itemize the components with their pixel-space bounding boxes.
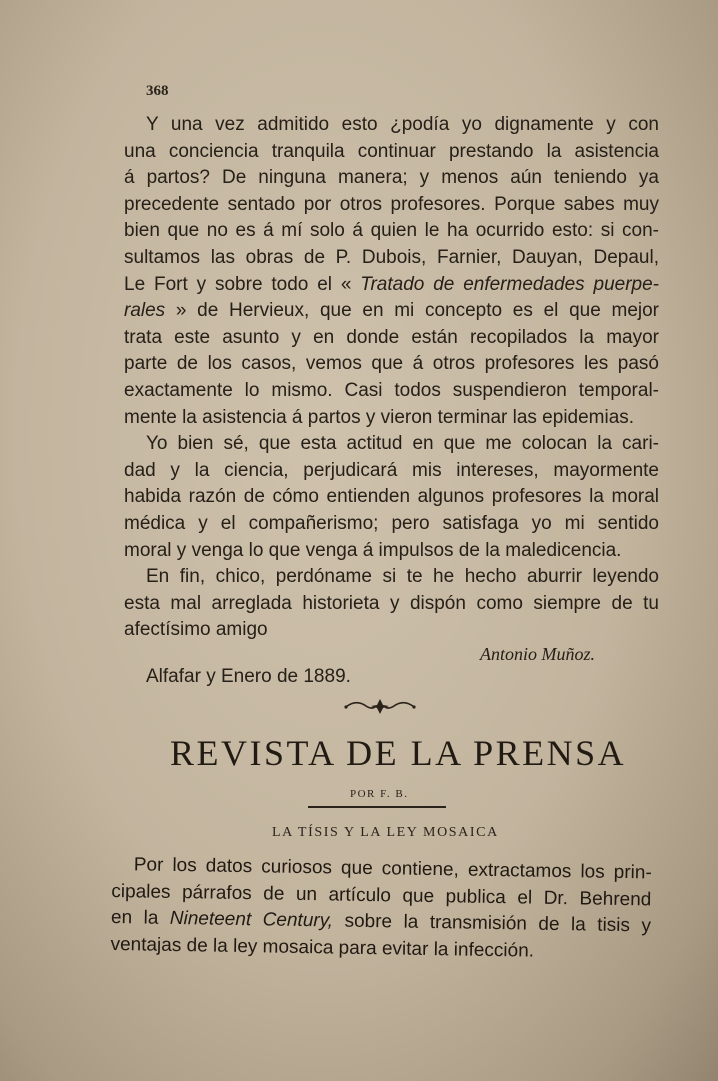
title-rule <box>308 806 446 808</box>
text-line: trata este asunto y en donde están recopilados la mayor <box>124 326 659 348</box>
paragraph-1 <box>124 86 659 431</box>
text-line: parte de los casos, vemos que á otros profesores les pasó <box>124 353 659 375</box>
article-subtitle: LA TÍSIS Y LA LEY MOSAICA <box>272 825 499 840</box>
text-segment: en la <box>110 907 159 929</box>
ornament-divider <box>342 695 418 717</box>
text-segment: » de Hervieux, que en mi concepto es el que mejor <box>175 300 659 322</box>
text-line: médica y el compañerismo; pero satisfaga yo mi sentido <box>124 512 659 534</box>
text-line: Yo bien sé, que esta actitud en que me colocan la cari- <box>146 433 659 455</box>
text-line: En fin, chico, perdóname si te he hecho aburrir leyendo <box>146 566 659 588</box>
section-title: REVISTA DE LA PRENSA <box>170 733 627 773</box>
text-line <box>124 298 659 325</box>
text-line: moral y venga lo que venga á impulsos de la maledicencia. <box>124 539 622 561</box>
byline: POR F. B. <box>350 788 409 800</box>
text-line: exactamente lo mismo. Casi todos suspendieron temporal- <box>124 379 659 401</box>
page-number: 368 <box>146 83 169 99</box>
text-line: dad y la ciencia, perjudicará mis intereses, mayormente <box>124 459 659 481</box>
book-title-italic: rales <box>124 300 166 322</box>
journal-title-italic: Nineteent Century, <box>169 908 334 932</box>
letter-body <box>124 86 659 700</box>
signature-row <box>124 644 659 700</box>
text-line: bien que no es á mí solo á quien le ha ocurrido esto: si con- <box>124 220 659 242</box>
text-line: sultamos las obras de P. Dubois, Farnier, Dauyan, Depaul, <box>124 246 659 268</box>
text-line: ventajas de la ley mosaica para evitar la infección. <box>110 933 535 962</box>
article-intro <box>110 852 652 967</box>
text-line: habida razón de cómo entienden algunos profesores la moral <box>124 486 659 508</box>
text-line: cipales párrafos de un artículo que publica el Dr. Behrend <box>111 880 652 911</box>
text-line <box>124 272 659 299</box>
text-line: Por los datos curiosos que contiene, extractamos los prin- <box>133 854 652 884</box>
paragraph-2 <box>124 431 659 564</box>
text-segment: sobre la transmisión de la tisis y <box>344 910 652 937</box>
dateline: Alfafar y Enero de 1889. <box>146 665 351 687</box>
signature: Antonio Muñoz. <box>480 643 595 664</box>
book-title-italic: Tratado de enfermedades puerpe- <box>360 273 660 295</box>
text-segment: Le Fort y sobre todo el « <box>124 273 352 295</box>
text-line: Y una vez admitido esto ¿podía yo dignamente y con <box>146 114 659 135</box>
text-line: mente la asistencia á partos y vieron terminar las epidemias. <box>124 406 635 428</box>
text-line: una conciencia tranquila continuar prestando la asistencia <box>124 140 659 162</box>
text-line: precedente sentado por otros profesores. Porque sabes muy <box>124 193 659 215</box>
text-line: afectísimo amigo <box>124 619 268 641</box>
text-line: esta mal arreglada historieta y dispón como siempre de tu <box>124 592 659 614</box>
text-line: á partos? De ninguna manera; y menos aún teniendo ya <box>124 167 659 189</box>
paragraph-3 <box>124 564 659 644</box>
